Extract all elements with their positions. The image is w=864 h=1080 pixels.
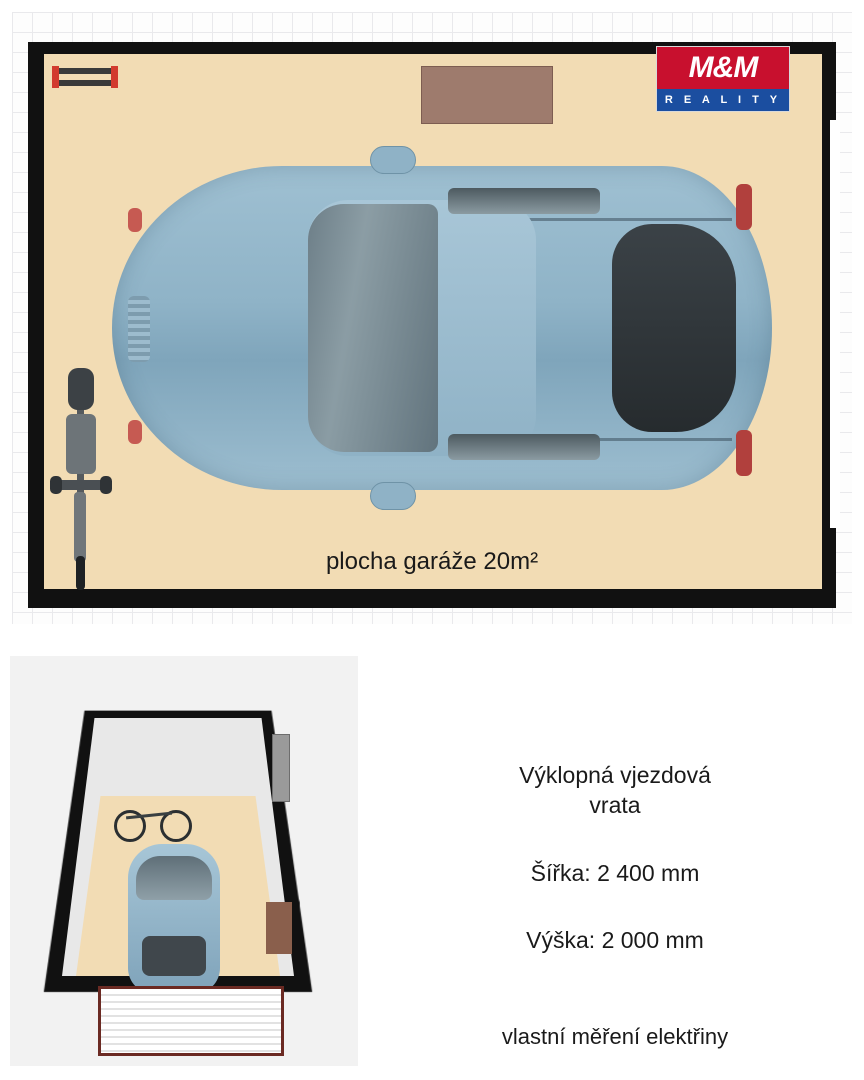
car-side-window-top: [448, 188, 600, 214]
info-title-line1: Výklopná vjezdová: [519, 762, 711, 788]
car-taillight-bottom: [736, 430, 752, 476]
car-side-window-bottom: [448, 434, 600, 460]
render-cabinet: [266, 902, 292, 954]
bicycle-body: [66, 414, 96, 474]
cabinet: [421, 66, 553, 124]
wall-rack: [52, 66, 118, 92]
car-headlight-top: [128, 208, 142, 232]
car-rear-window: [612, 224, 736, 432]
logo-brand: M&M: [657, 47, 789, 89]
car-windshield: [308, 204, 438, 452]
area-label: plocha garáže 20m²: [325, 548, 539, 575]
wall-rack-tip-left: [52, 66, 59, 88]
render-car-windshield: [136, 856, 212, 900]
info-footer: vlastní měření elektřiny: [501, 1024, 729, 1049]
info-height: Výška: 2 000 mm: [526, 927, 704, 953]
car-top-view: [112, 148, 772, 508]
wall-rack-tip-right: [111, 66, 118, 88]
car-headlight-bottom: [128, 420, 142, 444]
wall-rack-bar-bottom: [52, 80, 118, 86]
garage-door-opening: [830, 120, 840, 528]
logo-subtitle: R E A L I T Y: [657, 89, 789, 111]
bicycle-grip-right: [100, 476, 112, 494]
car-taillight-top: [736, 184, 752, 230]
render-wall-rack: [272, 734, 290, 802]
bottom-section: [0, 636, 864, 1080]
wall-rack-bar-top: [52, 68, 118, 74]
info-block: [380, 656, 850, 1066]
garage-3d-render: [10, 656, 358, 1066]
render-garage-door: [98, 986, 284, 1056]
logo: [656, 46, 790, 112]
bicycle-saddle: [68, 368, 94, 410]
car-mirror-left: [370, 146, 416, 174]
render-car-rear-window: [142, 936, 206, 976]
render-bicycle-icon: [114, 804, 192, 838]
bicycle-grip-left: [50, 476, 62, 494]
info-title-line2: vrata: [589, 792, 641, 818]
car-hood-detail: [128, 296, 150, 362]
car-mirror-right: [370, 482, 416, 510]
info-width: Šířka: 2 400 mm: [530, 860, 700, 886]
